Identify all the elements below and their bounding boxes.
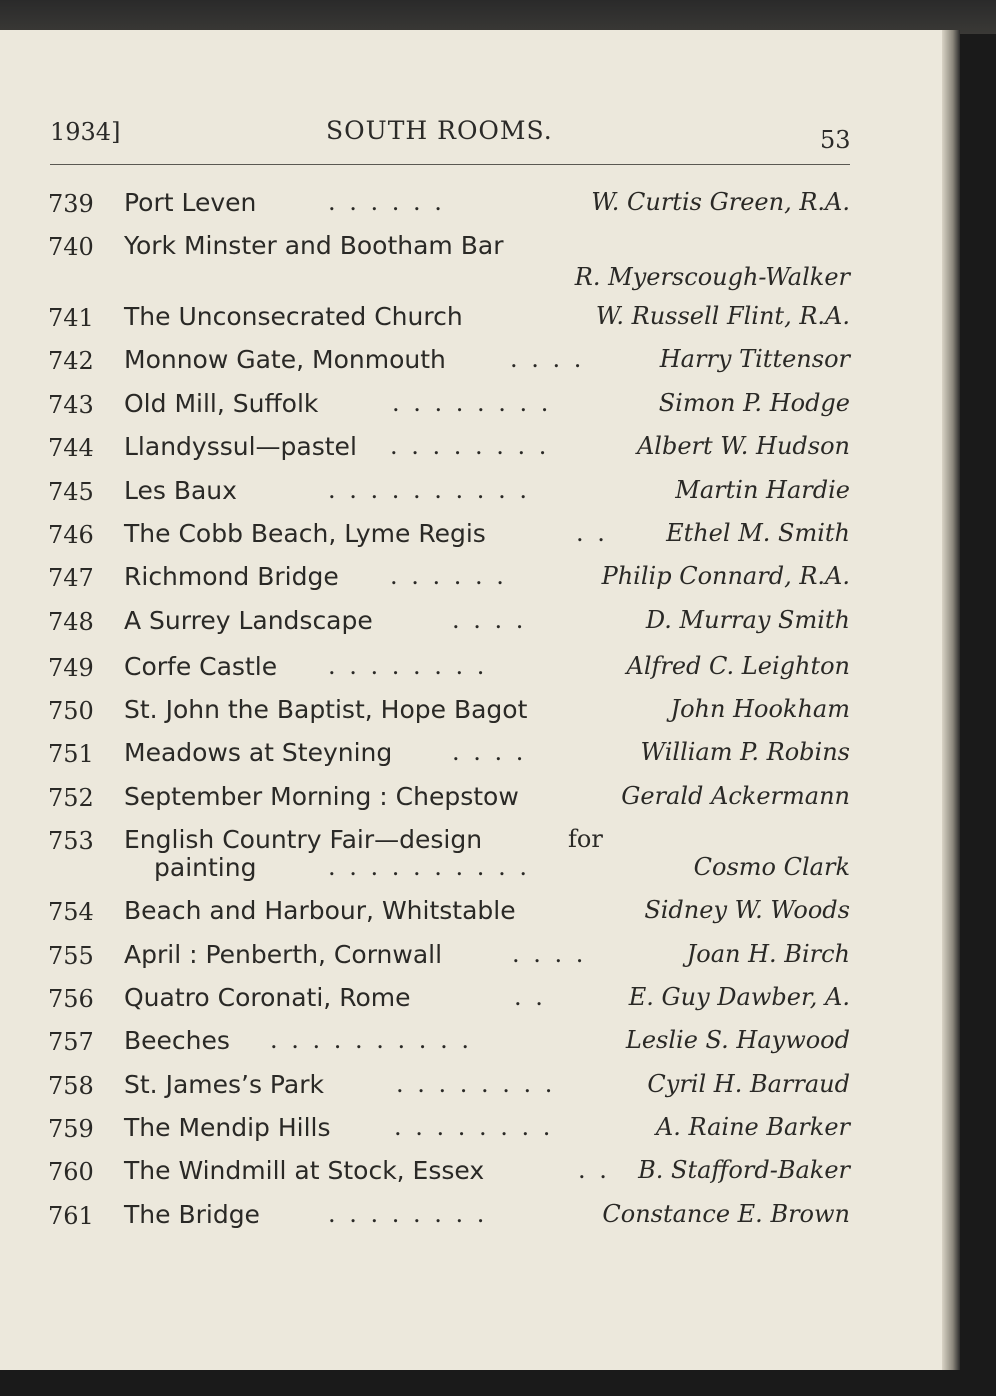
entry-title: Quatro Coronati, Rome: [124, 983, 411, 1012]
header-year: 1934]: [50, 118, 121, 146]
entry-title: Llandyssul—pastel: [124, 432, 357, 461]
catalogue-page: [0, 30, 952, 1370]
entry-number: 756: [48, 985, 94, 1013]
entry-number: 752: [48, 784, 94, 812]
entry-artist: D. Murray Smith: [645, 606, 850, 634]
entry-number: 753: [48, 827, 94, 855]
entry-title: Port Leven: [124, 188, 257, 217]
list-item: [0, 1158, 952, 1196]
entry-title: April : Penberth, Cornwall: [124, 940, 443, 969]
entry-artist: Martin Hardie: [675, 476, 850, 504]
entry-number: 744: [48, 434, 94, 462]
entry-title: Monnow Gate, Monmouth: [124, 345, 446, 374]
entry-title-line2: painting: [154, 853, 257, 882]
entry-title: September Morning : Chepstow: [124, 782, 519, 811]
entry-artist: John Hookham: [670, 695, 850, 723]
list-item: [0, 1115, 952, 1153]
entry-title: The Bridge: [124, 1200, 260, 1229]
list-item: [0, 564, 952, 602]
leader-dots: . .: [514, 983, 546, 1011]
entry-number: 759: [48, 1115, 94, 1143]
entry-title: Old Mill, Suffolk: [124, 389, 319, 418]
entry-number: 758: [48, 1072, 94, 1100]
page-edge: [942, 30, 960, 1370]
entry-title: Beach and Harbour, Whitstable: [124, 896, 516, 925]
list-item: [0, 1202, 952, 1240]
entry-artist: Albert W. Hudson: [636, 432, 850, 460]
entry-artist: Constance E. Brown: [602, 1200, 850, 1228]
entry-number: 747: [48, 564, 94, 592]
list-item: [0, 608, 952, 646]
entry-title: The Mendip Hills: [124, 1113, 331, 1142]
leader-dots: . . . .: [452, 606, 527, 634]
entry-title: A Surrey Landscape: [124, 606, 373, 635]
leader-dots: . . . . . . . . . .: [328, 853, 530, 881]
entry-title: Richmond Bridge: [124, 562, 339, 591]
list-item: [0, 827, 952, 897]
leader-dots: . . . . . . . .: [390, 432, 550, 460]
leader-dots: . . . . . . . .: [394, 1113, 554, 1141]
leader-dots: . . . .: [510, 345, 585, 373]
list-item: [0, 391, 952, 429]
page-number: 53: [820, 126, 851, 154]
list-item: [0, 304, 952, 342]
running-header: [50, 116, 850, 156]
leader-dots: . . . . . .: [390, 562, 507, 590]
entry-number: 757: [48, 1028, 94, 1056]
list-item: [0, 784, 952, 822]
header-title: SOUTH ROOMS.: [326, 116, 553, 145]
leader-dots: . . . .: [512, 940, 587, 968]
entry-number: 739: [48, 190, 94, 218]
entry-artist: Leslie S. Haywood: [625, 1026, 850, 1054]
list-item: [0, 942, 952, 980]
list-item: [0, 654, 952, 692]
list-item: [0, 347, 952, 385]
list-item: [0, 190, 952, 228]
entry-artist: R. Myerscough-Walker: [574, 263, 850, 291]
leader-dots: . . . . . . . . . .: [270, 1026, 472, 1054]
list-item: [0, 697, 952, 735]
header-rule: [50, 164, 850, 165]
entry-artist: A. Raine Barker: [655, 1113, 850, 1141]
entry-number: 745: [48, 478, 94, 506]
entry-artist: Harry Tittensor: [659, 345, 850, 373]
leader-dots: . .: [576, 519, 608, 547]
leader-dots: . . . . . . . . . .: [328, 476, 530, 504]
entry-artist: E. Guy Dawber, A.: [628, 983, 850, 1011]
entry-number: 761: [48, 1202, 94, 1230]
list-item: [0, 478, 952, 516]
leader-dots: . .: [578, 1156, 610, 1184]
entry-title: The Cobb Beach, Lyme Regis: [124, 519, 486, 548]
leader-dots: . . . . . . . .: [392, 389, 552, 417]
list-item: [0, 521, 952, 559]
entry-artist: Gerald Ackermann: [621, 782, 850, 810]
entry-number: 748: [48, 608, 94, 636]
entry-title: St. James’s Park: [124, 1070, 324, 1099]
scan-background-top: [0, 0, 996, 34]
leader-dots: . . . .: [452, 738, 527, 766]
list-item: [0, 985, 952, 1023]
entry-title: The Unconsecrated Church: [124, 302, 463, 331]
list-item: [0, 231, 952, 291]
entry-title: English Country Fair—design: [124, 825, 483, 854]
entry-number: 754: [48, 898, 94, 926]
entry-number: 751: [48, 740, 94, 768]
entry-artist: W. Curtis Green, R.A.: [591, 188, 850, 216]
entry-title: Les Baux: [124, 476, 237, 505]
entry-artist: William P. Robins: [640, 738, 850, 766]
entry-artist: W. Russell Flint, R.A.: [595, 302, 850, 330]
entry-number: 749: [48, 654, 94, 682]
entry-artist: Cosmo Clark: [693, 853, 850, 881]
entry-number: 760: [48, 1158, 94, 1186]
entry-title: Corfe Castle: [124, 652, 278, 681]
list-item: [0, 434, 952, 472]
entry-title: Beeches: [124, 1026, 230, 1055]
entry-number: 750: [48, 697, 94, 725]
entry-title: St. John the Baptist, Hope Bagot: [124, 695, 528, 724]
entry-artist: Philip Connard, R.A.: [601, 562, 850, 590]
leader-dots: . . . . . . . .: [328, 652, 488, 680]
entry-artist: Sidney W. Woods: [644, 896, 850, 924]
entry-title-for: for: [568, 825, 603, 853]
entry-number: 755: [48, 942, 94, 970]
entry-title: The Windmill at Stock, Essex: [124, 1156, 485, 1185]
entry-artist: Cyril H. Barraud: [647, 1070, 850, 1098]
entry-title: York Minster and Bootham Bar: [124, 231, 504, 260]
entry-artist: Joan H. Birch: [686, 940, 850, 968]
leader-dots: . . . . . .: [328, 188, 445, 216]
list-item: [0, 740, 952, 778]
entry-number: 740: [48, 233, 94, 261]
entry-number: 742: [48, 347, 94, 375]
list-item: [0, 1028, 952, 1066]
entry-number: 743: [48, 391, 94, 419]
entry-artist: Alfred C. Leighton: [626, 652, 850, 680]
leader-dots: . . . . . . . .: [396, 1070, 556, 1098]
entry-number: 741: [48, 304, 94, 332]
list-item: [0, 898, 952, 936]
entry-number: 746: [48, 521, 94, 549]
leader-dots: . . . . . . . .: [328, 1200, 488, 1228]
entry-artist: B. Stafford-Baker: [638, 1156, 850, 1184]
list-item: [0, 1072, 952, 1110]
entry-artist: Simon P. Hodge: [658, 389, 850, 417]
entry-artist: Ethel M. Smith: [666, 519, 850, 547]
entry-title: Meadows at Steyning: [124, 738, 393, 767]
